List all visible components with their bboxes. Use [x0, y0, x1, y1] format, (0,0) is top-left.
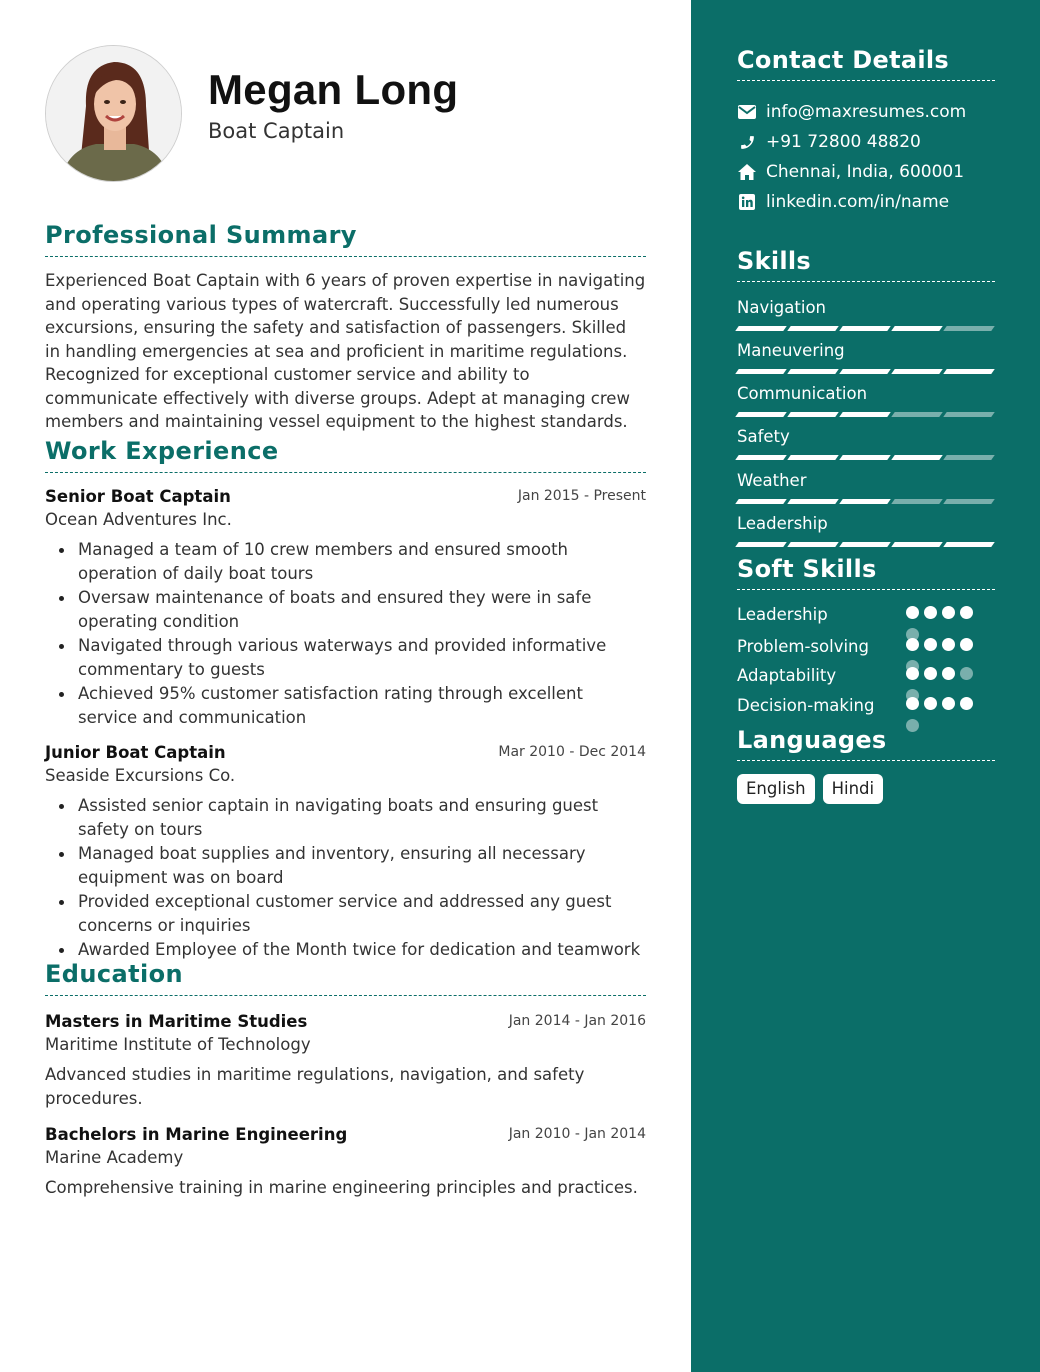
skill-level-segment-filled	[787, 542, 839, 547]
skill-level-segment-filled	[787, 369, 839, 374]
contact-heading: Contact Details	[737, 46, 950, 74]
linkedin-text: linkedin.com/in/name	[766, 192, 950, 212]
skill-level-segment-filled	[735, 455, 787, 460]
experience-heading: Work Experience	[45, 437, 279, 465]
skill-level-segment-filled	[891, 455, 943, 460]
soft-skill-rating	[906, 606, 973, 619]
job-bullet: Provided exceptional customer service and addressed any guest concerns or inquiries	[45, 890, 646, 938]
summary-section	[45, 220, 646, 434]
skill-level-segment-filled	[787, 326, 839, 331]
rating-dot-filled	[924, 697, 937, 710]
rating-dot-filled	[960, 606, 973, 619]
skill-level-segment-filled	[735, 326, 787, 331]
soft-skills-heading: Soft Skills	[737, 555, 877, 583]
skill-item	[737, 340, 995, 374]
rating-dot-filled	[906, 606, 919, 619]
education-entry	[45, 1124, 646, 1200]
education-dates: Jan 2014 - Jan 2016	[508, 1013, 646, 1029]
summary-divider	[45, 256, 646, 257]
skill-item	[737, 470, 995, 504]
soft-skill-rating	[906, 638, 973, 651]
education-school: Marine Academy	[45, 1148, 184, 1167]
sidebar	[691, 0, 1040, 1372]
skills-section	[737, 247, 995, 282]
skill-level-segment-filled	[839, 412, 891, 417]
linkedin-icon	[737, 192, 757, 212]
skill-level-segment-filled	[787, 455, 839, 460]
skill-name: Weather	[737, 471, 807, 490]
soft-skill-rating	[906, 697, 973, 710]
skill-item	[737, 513, 995, 547]
skill-level-segment-filled	[943, 542, 995, 547]
job-bullet: Navigated through various waterways and provided informative commentary to guests	[45, 634, 646, 682]
skill-level-bar	[737, 412, 995, 417]
rating-dot-filled	[942, 667, 955, 680]
rating-dot-filled	[906, 667, 919, 680]
job-bullet: Managed boat supplies and inventory, ensuring all necessary equipment was on board	[45, 842, 646, 890]
skill-level-segment-filled	[787, 412, 839, 417]
skill-name: Maneuvering	[737, 341, 845, 360]
language-tag: English	[737, 774, 815, 804]
skill-name: Navigation	[737, 298, 826, 317]
rating-dot-filled	[924, 667, 937, 680]
job-bullets	[45, 538, 646, 730]
skill-level-segment-filled	[839, 542, 891, 547]
job-bullets	[45, 794, 646, 962]
contact-email[interactable]	[737, 100, 966, 124]
soft-skill-item	[737, 695, 995, 717]
skill-level-segment-filled	[839, 499, 891, 504]
languages-list	[737, 774, 883, 804]
skill-level-bar	[737, 499, 995, 504]
skill-level-segment-filled	[891, 326, 943, 331]
summary-heading: Professional Summary	[45, 221, 357, 249]
skill-level-bar	[737, 326, 995, 331]
job-bullet: Assisted senior captain in navigating boats and ensuring guest safety on tours	[45, 794, 646, 842]
languages-section	[737, 726, 995, 761]
rating-dot-filled	[942, 638, 955, 651]
profile-photo	[45, 45, 182, 182]
job-entry	[45, 486, 646, 730]
rating-dot-empty	[960, 667, 973, 680]
rating-dot-filled	[924, 606, 937, 619]
skill-level-bar	[737, 455, 995, 460]
address-text: Chennai, India, 600001	[766, 162, 965, 182]
skill-level-segment-filled	[839, 369, 891, 374]
rating-dot-filled	[960, 697, 973, 710]
contact-address	[737, 160, 964, 184]
skill-name: Safety	[737, 427, 790, 446]
skills-heading: Skills	[737, 247, 812, 275]
rating-dot-filled	[942, 606, 955, 619]
home-icon	[737, 162, 757, 182]
rating-dot-filled	[942, 697, 955, 710]
rating-dot-filled	[906, 697, 919, 710]
job-role: Senior Boat Captain	[45, 487, 231, 506]
skills-divider	[737, 281, 995, 282]
soft-skill-name: Adaptability	[737, 666, 837, 685]
skill-level-segment-empty	[943, 455, 995, 460]
soft-skill-name: Leadership	[737, 605, 828, 624]
education-section	[45, 959, 646, 996]
languages-divider	[737, 760, 995, 761]
job-bullet: Achieved 95% customer satisfaction rating through excellent service and communication	[45, 682, 646, 730]
skill-level-segment-filled	[839, 326, 891, 331]
contact-linkedin[interactable]	[737, 190, 949, 214]
job-bullet: Oversaw maintenance of boats and ensured they were in safe operating condition	[45, 586, 646, 634]
job-entry	[45, 742, 646, 962]
skill-level-segment-empty	[891, 412, 943, 417]
skill-level-bar	[737, 542, 995, 547]
skill-item	[737, 297, 995, 331]
education-divider	[45, 995, 646, 996]
education-description: Comprehensive training in marine engineering principles and practices.	[45, 1178, 638, 1197]
skill-level-segment-empty	[943, 499, 995, 504]
candidate-name: Megan Long	[208, 66, 459, 113]
skill-level-segment-empty	[943, 412, 995, 417]
soft-skill-item	[737, 636, 995, 658]
job-dates: Jan 2015 - Present	[517, 488, 646, 504]
skill-item	[737, 426, 995, 460]
rating-dot-filled	[924, 638, 937, 651]
education-degree: Masters in Maritime Studies	[45, 1012, 308, 1031]
job-company: Ocean Adventures Inc.	[45, 510, 232, 529]
skill-name: Leadership	[737, 514, 828, 533]
phone-icon	[737, 132, 757, 152]
skill-level-segment-empty	[943, 326, 995, 331]
soft-skill-item	[737, 604, 995, 626]
rating-dot-filled	[960, 638, 973, 651]
education-heading: Education	[45, 960, 183, 988]
skill-level-segment-empty	[891, 499, 943, 504]
job-dates: Mar 2010 - Dec 2014	[498, 744, 646, 760]
contact-divider	[737, 80, 995, 81]
education-school: Maritime Institute of Technology	[45, 1035, 311, 1054]
skill-level-bar	[737, 369, 995, 374]
rating-dot-filled	[906, 638, 919, 651]
skill-level-segment-filled	[735, 369, 787, 374]
soft-skill-item	[737, 665, 995, 687]
soft-skill-name: Problem-solving	[737, 637, 869, 656]
contact-section	[737, 46, 995, 81]
skill-level-segment-filled	[735, 542, 787, 547]
email-text: info@maxresumes.com	[766, 102, 967, 122]
phone-text: +91 72800 48820	[766, 132, 921, 152]
skill-name: Communication	[737, 384, 868, 403]
soft-skill-rating	[906, 667, 973, 680]
education-description: Advanced studies in maritime regulations, navigation, and safety procedures.	[45, 1065, 585, 1108]
skill-level-segment-filled	[787, 499, 839, 504]
contact-phone[interactable]	[737, 130, 921, 154]
job-bullet: Awarded Employee of the Month twice for dedication and teamwork	[45, 938, 646, 962]
job-role: Junior Boat Captain	[45, 743, 226, 762]
skill-level-segment-filled	[891, 369, 943, 374]
soft-skills-section	[737, 555, 995, 590]
skill-level-segment-filled	[735, 412, 787, 417]
envelope-icon	[737, 102, 757, 122]
education-dates: Jan 2010 - Jan 2014	[508, 1126, 646, 1142]
experience-divider	[45, 472, 646, 473]
education-degree: Bachelors in Marine Engineering	[45, 1125, 348, 1144]
education-entry	[45, 1011, 646, 1110]
skill-item	[737, 383, 995, 417]
skill-level-segment-filled	[891, 542, 943, 547]
skill-level-segment-filled	[943, 369, 995, 374]
soft-skill-name: Decision-making	[737, 696, 875, 715]
candidate-title: Boat Captain	[208, 119, 345, 143]
soft-skills-divider	[737, 589, 995, 590]
job-company: Seaside Excursions Co.	[45, 766, 236, 785]
languages-heading: Languages	[737, 726, 887, 754]
experience-section	[45, 436, 646, 473]
job-bullet: Managed a team of 10 crew members and ensured smooth operation of daily boat tours	[45, 538, 646, 586]
skill-level-segment-filled	[735, 499, 787, 504]
language-tag: Hindi	[823, 774, 884, 804]
summary-text: Experienced Boat Captain with 6 years of proven expertise in navigating and operating various types of watercraft. Successfully led numerous excursions, ensuring the safety and satisfaction of passengers. Skilled in handling emergencies at sea and proficient in maritime regulations. Recognized for exceptional customer service and ability to communicate effectively with diverse groups. Adept at managing crew members and maintaining vessel equipment to the highest standards.	[45, 271, 646, 431]
skill-level-segment-filled	[839, 455, 891, 460]
